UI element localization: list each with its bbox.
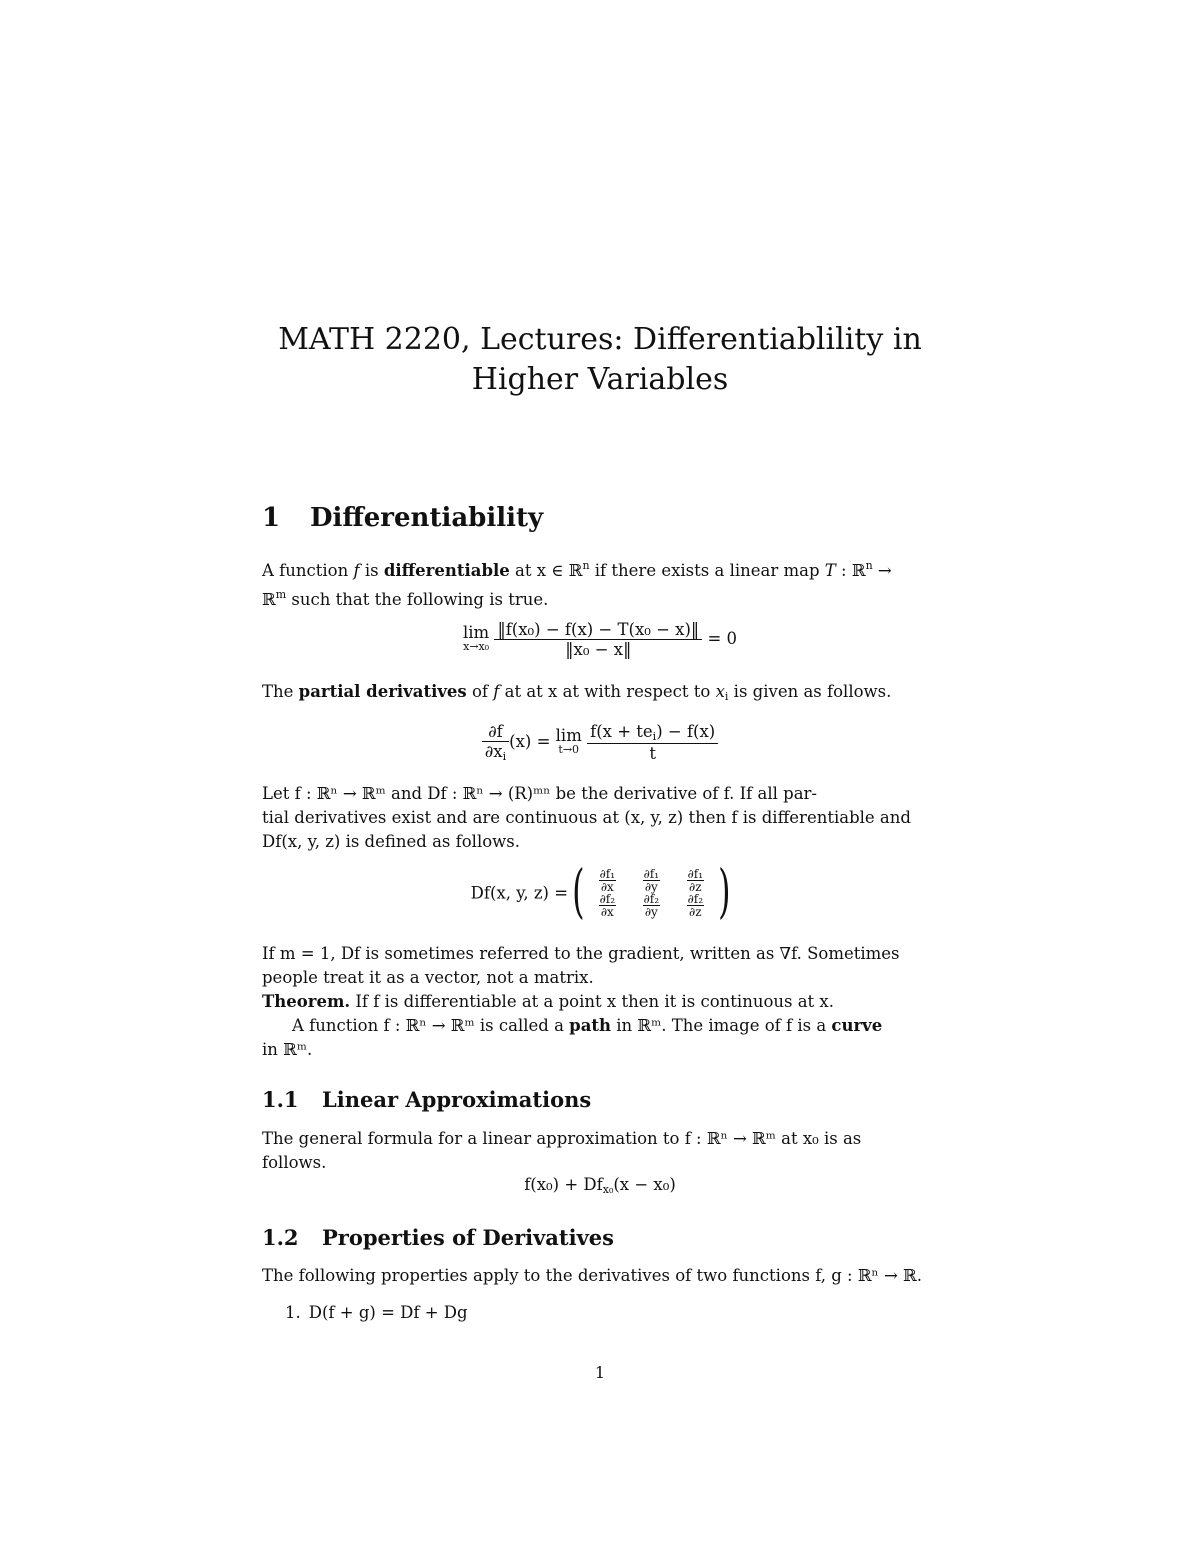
var-f: f: [493, 682, 500, 701]
text: →: [872, 561, 892, 580]
cell-num: ∂f₁: [687, 867, 704, 881]
text-line: follows.: [262, 1153, 327, 1172]
section-1-heading: [262, 503, 543, 533]
term-differentiable: differentiable: [383, 561, 510, 580]
cell-den: ∂y: [644, 880, 658, 894]
fraction: [494, 620, 702, 659]
text: such that the following is true.: [286, 590, 549, 609]
cell-num: ∂f₁: [643, 867, 660, 881]
fraction: [482, 722, 509, 763]
jacobian-matrix: [572, 857, 731, 925]
limit-operator: [555, 725, 582, 757]
text-line: Let f : ℝⁿ → ℝᵐ and Df : ℝⁿ → (R)ᵐⁿ be the derivative of f. If all par-: [262, 784, 818, 803]
text: at x ∈ ℝ: [509, 561, 583, 580]
matrix-cell: [673, 868, 717, 893]
numerator: ‖f(x₀) − f(x) − T(x₀ − x)‖: [494, 620, 702, 640]
text-line: If m = 1, Df is sometimes referred to the gradient, written as ∇f. Sometimes: [262, 944, 900, 963]
var-x: x: [715, 682, 725, 701]
var-T: T: [824, 561, 836, 580]
cell-num: ∂f₂: [599, 892, 616, 906]
sup: n: [582, 559, 590, 572]
list-number: 1.: [285, 1303, 301, 1322]
fraction: [587, 722, 718, 763]
equation-lhs: Df(x, y, z) =: [470, 883, 569, 903]
section-title: Linear Approximations: [322, 1087, 592, 1112]
sub: i: [502, 750, 507, 763]
denominator: t: [649, 744, 656, 763]
section-title: Differentiability: [310, 503, 544, 533]
text: of: [466, 682, 494, 701]
denominator: [482, 742, 509, 763]
section-1-1-heading: [262, 1087, 591, 1112]
section-number: 1: [262, 503, 281, 533]
lim-text: lim: [555, 725, 582, 745]
matrix-cell: [629, 893, 673, 918]
matrix-grid: [585, 868, 717, 918]
text: ℝ: [262, 590, 276, 609]
text: The: [262, 682, 299, 701]
cell-den: ∂y: [644, 905, 658, 919]
limit-operator: [462, 622, 490, 654]
title-line-2: Higher Variables: [471, 362, 729, 397]
page-number: 1: [594, 1363, 606, 1382]
text: A function: [262, 561, 354, 580]
text-line: The general formula for a linear approximation to f : ℝⁿ → ℝᵐ at x₀ is as: [262, 1129, 862, 1148]
equation-linear-approx: [262, 1175, 938, 1196]
cell-num: ∂f₂: [643, 892, 660, 906]
sub: i: [652, 730, 657, 743]
text: f(x + te: [590, 722, 653, 741]
section-title: Properties of Derivatives: [322, 1225, 614, 1250]
text: in ℝᵐ. The image of f is a: [611, 1016, 832, 1035]
sup: m: [275, 588, 287, 601]
lim-under: t→0: [558, 742, 580, 756]
equation-jacobian-matrix: [262, 857, 938, 925]
lim-text: lim: [462, 622, 490, 642]
text: is: [359, 561, 384, 580]
numerator: [587, 722, 718, 744]
text: if there exists a linear map: [589, 561, 825, 580]
title-line-1: MATH 2220, Lectures: Differentiablility in: [278, 322, 922, 357]
paragraph-jacobian: [262, 782, 938, 854]
term-partial-derivatives: partial derivatives: [298, 682, 467, 701]
list-text: D(f + g) = Df + Dg: [308, 1303, 468, 1322]
paragraph-gradient: [262, 942, 938, 1062]
numerator: ∂f: [482, 722, 509, 742]
text-line: people treat it as a vector, not a matrix.: [262, 968, 594, 987]
paragraph-partial-derivatives: [262, 680, 938, 709]
text-line: tial derivatives exist and are continuous at (x, y, z) then f is differentiable and: [262, 808, 911, 827]
text-line: in ℝᵐ.: [262, 1040, 313, 1059]
cell-den: ∂x: [600, 905, 614, 919]
text: is given as follows.: [728, 682, 892, 701]
matrix-cell: [585, 893, 629, 918]
right-paren: ): [717, 857, 731, 925]
equation-limit-definition: [262, 620, 938, 659]
text-line: Df(x, y, z) is defined as follows.: [262, 832, 520, 851]
cell-den: ∂x: [600, 880, 614, 894]
sub: i: [724, 690, 729, 703]
paragraph-properties: The following properties apply to the derivatives of two functions f, g : ℝⁿ → ℝ.: [262, 1266, 922, 1285]
text: ) − f(x): [656, 722, 716, 741]
theorem-label: Theorem.: [262, 992, 351, 1011]
cell-den: ∂z: [689, 880, 702, 894]
var-f: f: [353, 561, 360, 580]
paragraph-differentiable-def: [262, 554, 938, 612]
list-item: [285, 1303, 468, 1322]
paragraph-linear-approx: [262, 1127, 938, 1175]
theorem-text: If f is differentiable at a point x then it is continuous at x.: [350, 992, 834, 1011]
eq-text: (x − x₀): [613, 1175, 676, 1194]
cell-num: ∂f₁: [599, 867, 616, 881]
section-1-2-heading: [262, 1225, 614, 1250]
equation-rhs: = 0: [707, 629, 738, 648]
text: at at x at with respect to: [499, 682, 716, 701]
equation-partial-derivative: [262, 722, 938, 763]
denominator: ‖x₀ − x‖: [565, 640, 632, 659]
den-text: ∂x: [484, 742, 503, 761]
left-paren: (: [572, 857, 585, 925]
term-path: path: [569, 1016, 612, 1035]
eq-text: f(x₀) + Df: [524, 1175, 603, 1194]
text: : ℝ: [835, 561, 866, 580]
sup: n: [865, 559, 873, 572]
cell-den: ∂z: [689, 905, 702, 919]
matrix-cell: [673, 893, 717, 918]
term-curve: curve: [831, 1016, 883, 1035]
text: A function f : ℝⁿ → ℝᵐ is called a: [292, 1016, 570, 1035]
matrix-cell: [585, 868, 629, 893]
section-number: 1.2: [262, 1225, 299, 1250]
matrix-cell: [629, 868, 673, 893]
text: (x) =: [509, 732, 556, 751]
cell-num: ∂f₂: [687, 892, 704, 906]
section-number: 1.1: [262, 1087, 299, 1112]
sub: x₀: [602, 1183, 614, 1196]
lim-under: x→x₀: [463, 639, 490, 653]
